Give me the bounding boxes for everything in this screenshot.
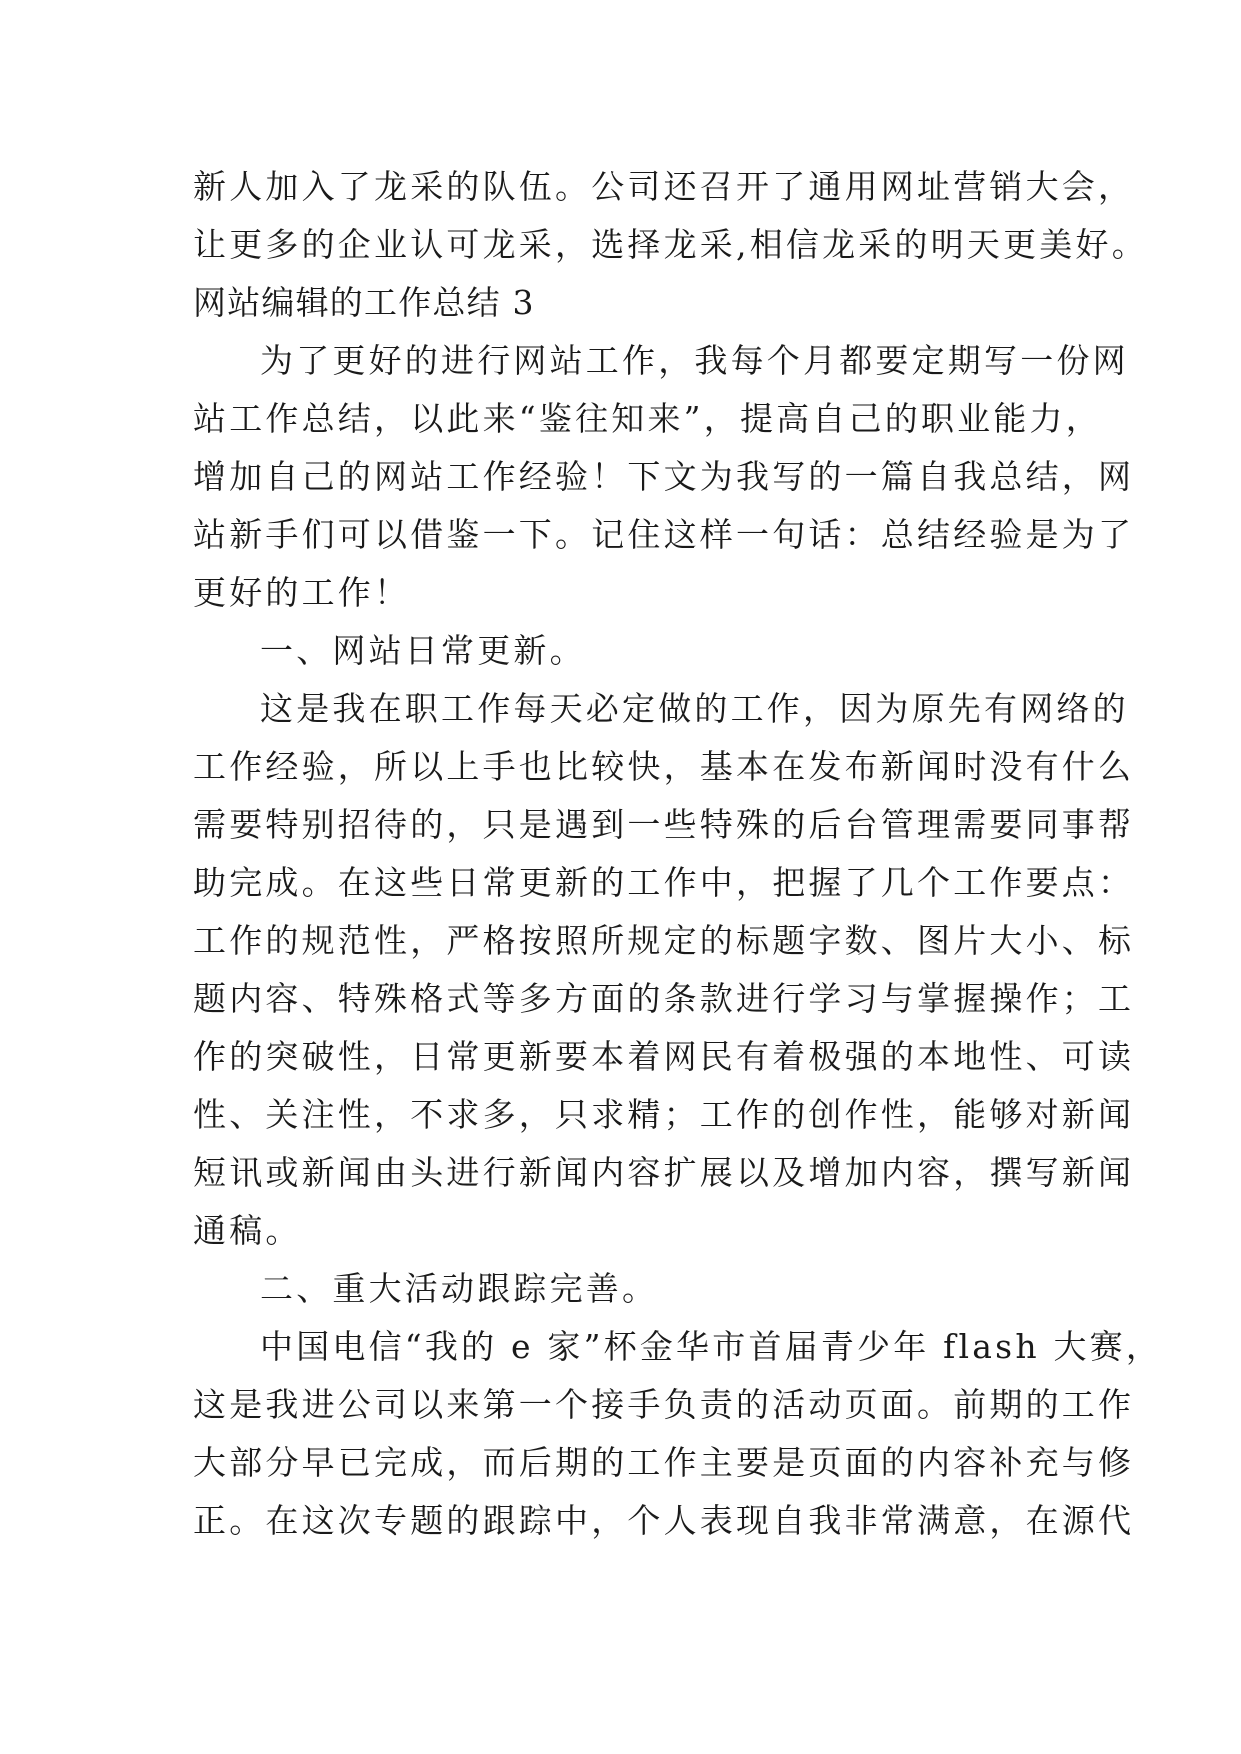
text-line-18: 短讯或新闻由头进行新闻内容扩展以及增加内容，撰写新闻 — [193, 1153, 1135, 1192]
text-line-13: 助完成。在这些日常更新的工作中，把握了几个工作要点： — [193, 863, 1135, 902]
text-line-6: 增加自己的网站工作经验！下文为我写的一篇自我总结，网 — [193, 457, 1135, 496]
text-line-16: 作的突破性，日常更新要本着网民有着极强的本地性、可读 — [193, 1037, 1135, 1076]
section-title: 网站编辑的工作总结 3 — [193, 283, 535, 322]
subheading-1: 一、网站日常更新。 — [260, 631, 586, 670]
text-line-17: 性、关注性，不求多，只求精；工作的创作性，能够对新闻 — [193, 1095, 1135, 1134]
text-line-8: 更好的工作！ — [193, 573, 411, 612]
text-line-24: 正。在这次专题的跟踪中，个人表现自我非常满意，在源代 — [193, 1501, 1135, 1540]
subheading-2: 二、重大活动跟踪完善。 — [260, 1269, 659, 1308]
text-line-7: 站新手们可以借鉴一下。记住这样一句话：总结经验是为了 — [193, 515, 1135, 554]
text-line-21: 中国电信“我的 e 家”杯金华市首届青少年 flash 大赛， — [260, 1327, 1163, 1366]
text-line-4: 为了更好的进行网站工作，我每个月都要定期写一份网 — [260, 341, 1129, 380]
text-line-15: 题内容、特殊格式等多方面的条款进行学习与掌握操作；工 — [193, 979, 1135, 1018]
text-line-1: 新人加入了龙采的队伍。公司还召开了通用网址营销大会， — [193, 167, 1135, 206]
text-line-10: 这是我在职工作每天必定做的工作，因为原先有网络的 — [260, 689, 1129, 728]
text-line-14: 工作的规范性，严格按照所规定的标题字数、图片大小、标 — [193, 921, 1135, 960]
text-line-23: 大部分早已完成，而后期的工作主要是页面的内容补充与修 — [193, 1443, 1135, 1482]
text-line-11: 工作经验，所以上手也比较快，基本在发布新闻时没有什么 — [193, 747, 1135, 786]
text-line-22: 这是我进公司以来第一个接手负责的活动页面。前期的工作 — [193, 1385, 1135, 1424]
text-line-5: 站工作总结，以此来“鉴往知来”，提高自己的职业能力， — [193, 399, 1102, 438]
text-line-12: 需要特别招待的，只是遇到一些特殊的后台管理需要同事帮 — [193, 805, 1135, 844]
text-line-19: 通稿。 — [193, 1211, 302, 1250]
text-line-2: 让更多的企业认可龙采，选择龙采,相信龙采的明天更美好。 — [193, 225, 1148, 264]
document-body — [193, 158, 1163, 1550]
